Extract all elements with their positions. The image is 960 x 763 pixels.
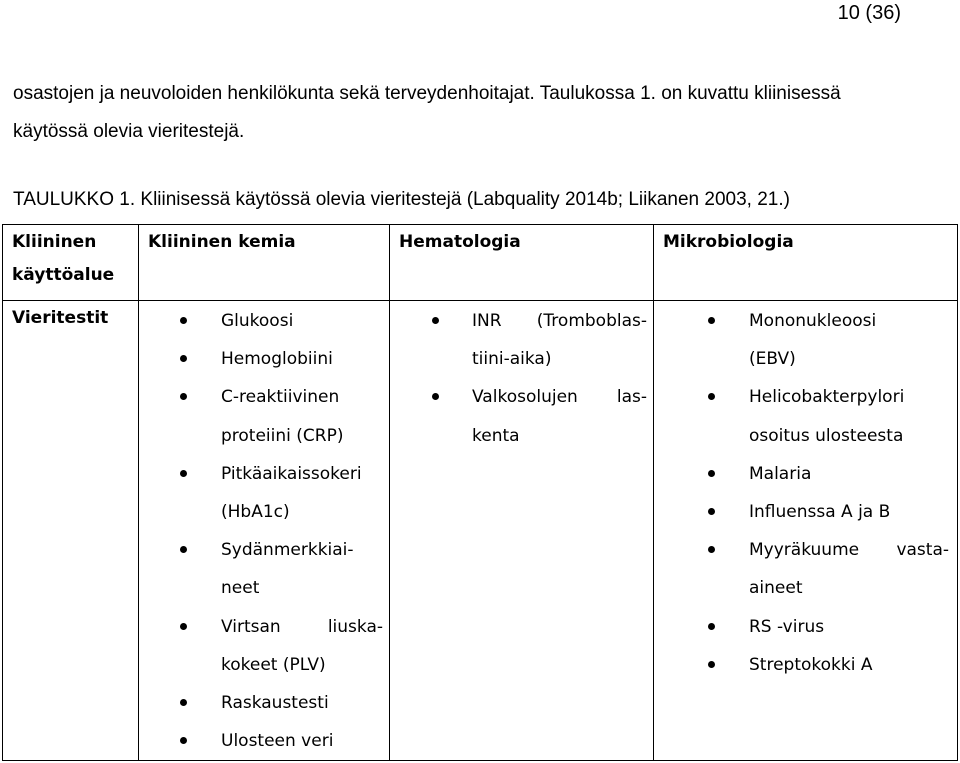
list-item-text: Malaria: [749, 463, 812, 484]
list-item: [139, 302, 389, 340]
list-item: [139, 378, 389, 454]
list-item: [654, 378, 957, 454]
list-item: [139, 455, 389, 531]
header-kliininen-kemia: Kliininen kemia: [139, 225, 390, 301]
bullet-icon: [708, 623, 715, 630]
list-item-text-cont: (EBV): [749, 349, 796, 370]
table-row: [3, 301, 958, 761]
table-header-row: [3, 225, 958, 301]
bullet-icon: [180, 393, 187, 400]
intro-line-2: käytössä olevia vieritestejä.: [13, 121, 245, 142]
list-item: [139, 608, 389, 684]
list-item-text-cont: proteiini (CRP): [221, 425, 344, 446]
list-item: [654, 455, 957, 493]
list-item-text-cont: kenta: [472, 425, 520, 446]
header-hematologia: Hematologia: [390, 225, 654, 301]
list-item-text: Ulosteen veri: [221, 731, 334, 752]
bullet-icon: [708, 317, 715, 324]
bullet-icon: [180, 470, 187, 477]
list-item: [654, 646, 957, 684]
list-mikrobiologia: [654, 301, 957, 684]
intro-paragraph: [13, 75, 953, 151]
bullet-icon: [180, 355, 187, 362]
list-item-text: Myyräkuume vasta-: [749, 540, 949, 561]
list-item: [139, 722, 389, 760]
list-item-text: Mononukleoosi: [749, 311, 877, 331]
list-item-text: Valkosolujen las-: [472, 387, 647, 408]
cell-mikrobiologia: [654, 301, 958, 761]
vieritestit-table: [2, 224, 958, 761]
list-item-text: Virtsan liuska-: [221, 616, 383, 637]
bullet-icon: [180, 737, 187, 744]
list-item-text-cont: (HbA1c): [221, 502, 290, 523]
bullet-icon: [180, 699, 187, 706]
bullet-icon: [432, 393, 439, 400]
bullet-icon: [180, 546, 187, 553]
list-item-text: RS -virus: [749, 616, 825, 637]
list-item: [139, 684, 389, 722]
row-label-vieritestit: Vieritestit: [3, 301, 139, 761]
list-kliininen-kemia: [139, 301, 389, 760]
list-item-text: Sydänmerkkiai-: [221, 540, 354, 561]
table-caption: TAULUKKO 1. Kliinisessä käytössä olevia vieritestejä (Labquality 2014b; Liikanen 2003, 21.): [13, 189, 790, 210]
bullet-icon: [708, 393, 715, 400]
list-item: [654, 302, 957, 378]
bullet-icon: [180, 623, 187, 630]
bullet-icon: [708, 470, 715, 477]
list-item-text: Glukoosi: [221, 311, 294, 331]
list-item: [139, 340, 389, 378]
list-item-text-cont: tiini-aika): [472, 349, 552, 370]
list-item-text-cont: neet: [221, 578, 260, 599]
list-item-text: Raskaustesti: [221, 693, 329, 714]
header-kayttoalue: Kliininen käyttöalue: [3, 225, 139, 301]
list-item: [390, 378, 653, 454]
list-item-text-cont: osoitus ulosteesta: [749, 425, 904, 446]
list-item-text: C-reaktiivinen: [221, 387, 340, 408]
cell-kliininen-kemia: [139, 301, 390, 761]
list-item: [139, 531, 389, 607]
list-item-text: Pitkäaikaissokeri: [221, 463, 362, 484]
cell-hematologia: [390, 301, 654, 761]
list-item-text: Hemoglobiini: [221, 349, 333, 370]
list-item-text-cont: kokeet (PLV): [221, 654, 326, 675]
bullet-icon: [708, 661, 715, 668]
list-item-text: Streptokokki A: [749, 654, 873, 675]
bullet-icon: [432, 317, 439, 324]
list-item-text-cont: aineet: [749, 578, 803, 599]
header-mikrobiologia: Mikrobiologia: [654, 225, 958, 301]
intro-line-1: osastojen ja neuvoloiden henkilökunta sekä terveydenhoitajat. Taulukossa 1. on kuvattu kliinisessä: [13, 83, 841, 104]
list-item: [654, 531, 957, 607]
list-item-text: Helicobakterpylori: [749, 387, 905, 408]
list-item: [390, 302, 653, 378]
bullet-icon: [180, 317, 187, 324]
list-item-text: INR (Tromboblas-: [472, 311, 647, 331]
bullet-icon: [708, 546, 715, 553]
list-item: [654, 493, 957, 531]
list-item: [654, 608, 957, 646]
page-number: 10 (36): [837, 2, 901, 24]
list-hematologia: [390, 301, 653, 455]
bullet-icon: [708, 508, 715, 515]
list-item-text: Influenssa A ja B: [749, 502, 891, 523]
